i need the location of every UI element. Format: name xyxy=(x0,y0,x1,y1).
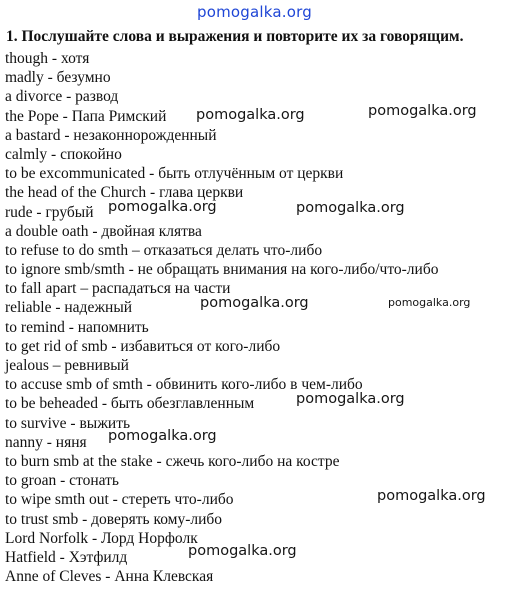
vocab-item: Hatfield - Хэтфилд xyxy=(5,548,128,566)
watermark-text: pomogalka.org xyxy=(196,107,305,123)
exercise-heading: 1. Послушайте слова и выражения и повторите их за говорящим. xyxy=(6,28,464,45)
vocab-item: to be beheaded - быть обезглавленным xyxy=(5,395,255,413)
vocab-item: to refuse to do smth – отказаться делать что-либо xyxy=(5,241,323,259)
vocab-item: calmly - спокойно xyxy=(5,145,122,163)
vocab-item: a bastard - незаконнорожденный xyxy=(5,126,217,144)
watermark-text: pomogalka.org xyxy=(368,103,477,119)
watermark-text: pomogalka.org xyxy=(108,199,217,215)
vocab-item: to survive - выжить xyxy=(5,414,131,432)
vocab-item: the head of the Church - глава церкви xyxy=(5,184,244,202)
watermark-text: pomogalka.org xyxy=(296,200,405,216)
vocab-item: a double oath - двойная клятва xyxy=(5,222,202,240)
vocab-item: though - хотя xyxy=(5,50,90,67)
watermark-text: pomogalka.org xyxy=(200,295,309,311)
vocab-item: rude - грубый xyxy=(5,203,94,221)
vocab-item: to remind - напомнить xyxy=(5,318,149,336)
watermark-text: pomogalka.org xyxy=(296,391,405,407)
watermark-text: pomogalka.org xyxy=(188,543,297,559)
watermark-text: pomogalka.org xyxy=(388,296,471,309)
vocab-item: to accuse smb of smth - обвинить кого-либо в чем-либо xyxy=(5,376,363,394)
vocab-item: to groan - стонать xyxy=(5,472,119,490)
header-watermark: pomogalka.org xyxy=(197,3,312,21)
vocab-item: to ignore smb/smth - не обращать внимания на кого-либо/что-либо xyxy=(5,261,439,279)
vocab-item: jealous – ревнивый xyxy=(5,357,129,374)
watermark-text: pomogalka.org xyxy=(377,488,486,504)
vocab-item: Lord Norfolk - Лорд Норфолк xyxy=(5,529,198,547)
vocab-item: to trust smb - доверять кому-либо xyxy=(5,510,223,528)
vocab-item: to fall apart – распадаться на части xyxy=(5,280,231,298)
vocab-item: to burn smb at the stake - сжечь кого-либо на костре xyxy=(5,452,340,470)
vocab-item: the Pope - Папа Римский xyxy=(5,107,167,125)
watermark-text: pomogalka.org xyxy=(108,428,217,444)
vocab-item: nanny - няня xyxy=(5,433,87,451)
vocab-item: to be excommunicated - быть отлучённым от церкви xyxy=(5,165,344,183)
vocab-item: to get rid of smb - избавиться от кого-либо xyxy=(5,337,281,355)
vocab-item: to wipe smth out - стереть что-либо xyxy=(5,491,234,509)
vocab-item: reliable - надежный xyxy=(5,299,133,317)
vocab-item: Anne of Cleves - Анна Клевская xyxy=(5,568,214,586)
vocabulary-list xyxy=(5,49,438,586)
vocab-item: madly - безумно xyxy=(5,69,111,87)
vocab-item: a divorce - развод xyxy=(5,88,119,106)
